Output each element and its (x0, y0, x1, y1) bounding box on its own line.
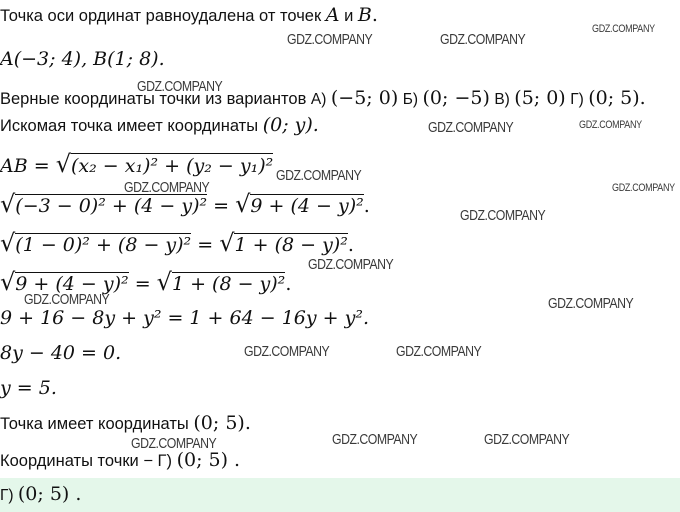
option-b-value: (0; −5) (422, 87, 490, 109)
option-c-label: В) (494, 91, 510, 108)
answer-bar (0, 478, 680, 512)
problem-statement (0, 4, 378, 26)
option-d-label: Г) (570, 91, 584, 108)
watermark: GDZ.COMPANY (332, 431, 418, 448)
watermark: GDZ.COMPANY (287, 31, 373, 48)
watermark: GDZ.COMPANY (592, 23, 655, 35)
eq1-rhs: 9 + (4 − y)² (250, 195, 364, 217)
eq2-lhs: (1 − 0)² + (8 − y)² (15, 234, 192, 256)
coords-line (0, 412, 251, 434)
formula-radicand: (x₂ − x₁)² + (y₂ − y₁)² (70, 155, 274, 177)
distance-formula (0, 150, 273, 178)
formula-lhs: AB = (0, 155, 56, 177)
assumption-line (0, 114, 319, 136)
expand-text: 9 + 16 − 8y + y² = 1 + 64 − 16y + y². (0, 307, 369, 329)
watermark: GDZ.COMPANY (548, 295, 634, 312)
watermark: GDZ.COMPANY (244, 343, 330, 360)
has-coords-value: (0; 5). (193, 412, 251, 434)
radical-sign: √ (156, 268, 172, 296)
watermark: GDZ.COMPANY (428, 119, 514, 136)
result-text: y = 5. (0, 377, 57, 399)
watermark: GDZ.COMPANY (460, 207, 546, 224)
watermark: GDZ.COMPANY (440, 31, 526, 48)
coords-choice-value: (0; 5) . (176, 449, 241, 471)
eq3-lhs: 9 + (4 − y)² (15, 273, 129, 295)
radical-sign: √ (55, 150, 71, 178)
eq2-rhs: 1 + (8 − y)² (234, 234, 348, 256)
result-line (0, 377, 57, 399)
watermark: GDZ.COMPANY (612, 182, 675, 194)
points-coordinates: A(−3; 4), B(1; 8). (0, 48, 165, 70)
option-b-label: Б) (402, 91, 419, 108)
radical-sign: √ (235, 190, 251, 218)
expanded-equation (0, 307, 369, 329)
point-a-name: A (325, 4, 340, 26)
watermark: GDZ.COMPANY (137, 78, 223, 95)
radical-sign: √ (0, 229, 16, 257)
radical-sign: √ (219, 229, 235, 257)
assume-value: (0; y). (262, 114, 319, 136)
watermark: GDZ.COMPANY (579, 119, 642, 131)
option-c-value: (5; 0) (514, 87, 566, 109)
watermark: GDZ.COMPANY (276, 167, 362, 184)
eq1-mid: = (207, 195, 236, 217)
answer-value: (0; 5) . (17, 483, 82, 505)
point-b-name: B (357, 4, 372, 26)
watermark: GDZ.COMPANY (131, 435, 217, 452)
watermark: GDZ.COMPANY (124, 179, 210, 196)
options-prefix: Верные координаты точки из вариантов (0, 90, 311, 108)
options-line (0, 87, 646, 109)
problem-period: . (371, 4, 378, 26)
option-d-value: (0; 5). (588, 87, 646, 109)
radical-sign: √ (0, 268, 16, 296)
eq2-end: . (347, 234, 354, 256)
coords-choice-line (0, 449, 240, 471)
eq3-rhs: 1 + (8 − y)² (171, 273, 286, 295)
eq3-end: . (285, 273, 292, 295)
watermark: GDZ.COMPANY (24, 291, 110, 308)
eq3-mid: = (128, 273, 157, 295)
option-a-value: (−5; 0) (330, 87, 399, 109)
answer-line (0, 483, 81, 505)
eq2-mid: = (191, 234, 220, 256)
watermark: GDZ.COMPANY (484, 431, 570, 448)
simplify-text: 8y − 40 = 0. (0, 342, 122, 364)
answer-label: Г) (0, 487, 18, 504)
watermark: GDZ.COMPANY (396, 343, 482, 360)
eq1-lhs: (−3 − 0)² + (4 − y)² (15, 195, 208, 217)
coords-choice-text: Координаты точки − Г) (0, 452, 177, 470)
equation-2 (0, 229, 354, 257)
problem-conj: и (339, 7, 358, 25)
simplified-equation (0, 342, 121, 364)
radical-sign: √ (0, 190, 16, 218)
points-line (0, 48, 165, 70)
watermark: GDZ.COMPANY (308, 256, 394, 273)
problem-intro: Точка оси ординат равноудалена от точек (0, 7, 326, 25)
eq1-end: . (363, 195, 370, 217)
option-a-label: А) (310, 91, 327, 108)
has-coords-text: Точка имеет координаты (0, 415, 194, 433)
assume-text: Искомая точка имеет координаты (0, 117, 263, 135)
